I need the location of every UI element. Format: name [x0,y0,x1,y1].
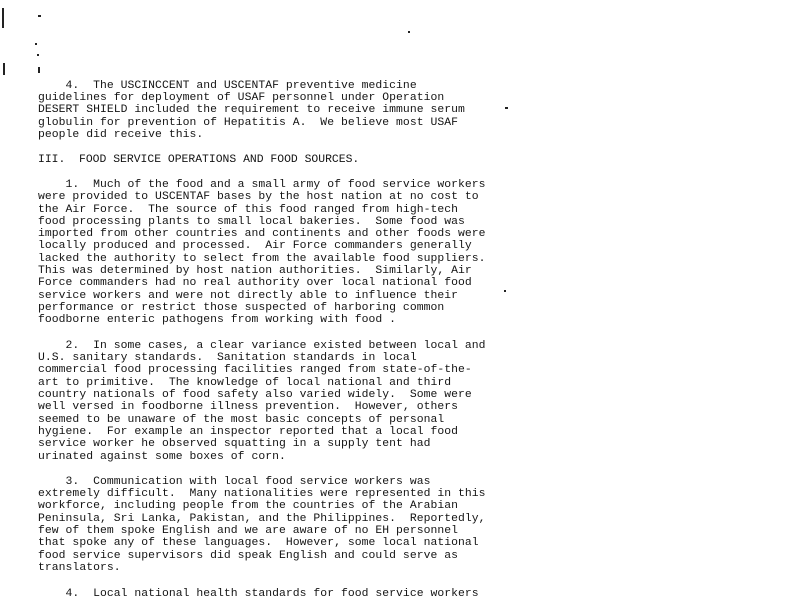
text-line: This was determined by host nation authorities. Similarly, Air [38,265,472,277]
text-line: were provided to USCENTAF bases by the host nation at no cost to [38,191,479,203]
text-line: the Air Force. The source of this food ranged from high-tech [38,204,459,216]
text-line: food service supervisors did speak English and could serve as [38,550,459,562]
text-line: 1. Much of the food and a small army of food service workers [38,179,486,191]
text-line: few of them spoke English and we are aware of no EH personnel [38,525,459,537]
scan-speck [38,67,40,73]
scan-speck [505,107,508,109]
text-line: workforce, including people from the countries of the Arabian [38,500,459,512]
text-line: extremely difficult. Many nationalities were represented in this [38,488,486,500]
text-line: guidelines for deployment of USAF personnel under Operation [38,92,445,104]
text-line: U.S. sanitary standards. Sanitation standards in local [38,352,417,364]
text-line: art to primitive. The knowledge of local national and third [38,377,452,389]
text-line: hygiene. For example an inspector reported that a local food [38,426,459,438]
text-line: well versed in foodborne illness prevention. However, others [38,401,459,413]
text-line: that spoke any of these languages. However, some local national [38,537,479,549]
text-line: commercial food processing facilities ranged from state-of-the- [38,364,472,376]
text-line: Peninsula, Sri Lanka, Pakistan, and the Philippines. Reportedly, [38,513,486,525]
text-line: people did receive this. [38,129,204,141]
text-line: 3. Communication with local food service workers was [38,476,431,488]
text-line: Force commanders had no real authority over local national food [38,277,472,289]
text-line: locally produced and processed. Air Force commanders generally [38,240,472,252]
text-line: food processing plants to small local bakeries. Some food was [38,216,465,228]
section-heading: III. FOOD SERVICE OPERATIONS AND FOOD SOURCES. [38,154,360,166]
scan-speck [37,54,39,56]
text-line: translators. [38,562,121,574]
scan-edge-mark [2,8,4,28]
text-line: 4. The USCINCCENT and USCENTAF preventive medicine [38,80,417,92]
text-line: 4. Local national health standards for food service workers [38,588,479,600]
scan-edge-mark [3,63,5,75]
text-line: imported from other countries and continents and other foods were [38,228,486,240]
scan-speck [408,31,410,33]
scan-speck [38,15,41,17]
text-line: foodborne enteric pathogens from working with food . [38,314,397,326]
text-line: 2. In some cases, a clear variance existed between local and [38,340,486,352]
text-line: performance or restrict those suspected of harboring common [38,302,445,314]
scan-speck [504,290,506,292]
scan-speck [35,43,37,45]
text-line: service workers and were not directly able to influence their [38,290,459,302]
text-line: country nationals of food safety also varied widely. Some were [38,389,472,401]
text-line: urinated against some boxes of corn. [38,451,286,463]
text-line: seemed to be unaware of the most basic concepts of personal [38,414,445,426]
text-line: globulin for prevention of Hepatitis A. We believe most USAF [38,117,459,129]
text-line: lacked the authority to select from the available food suppliers. [38,253,486,265]
text-line: service worker he observed squatting in a supply tent had [38,438,431,450]
text-line: DESERT SHIELD included the requirement to receive immune serum [38,104,465,116]
